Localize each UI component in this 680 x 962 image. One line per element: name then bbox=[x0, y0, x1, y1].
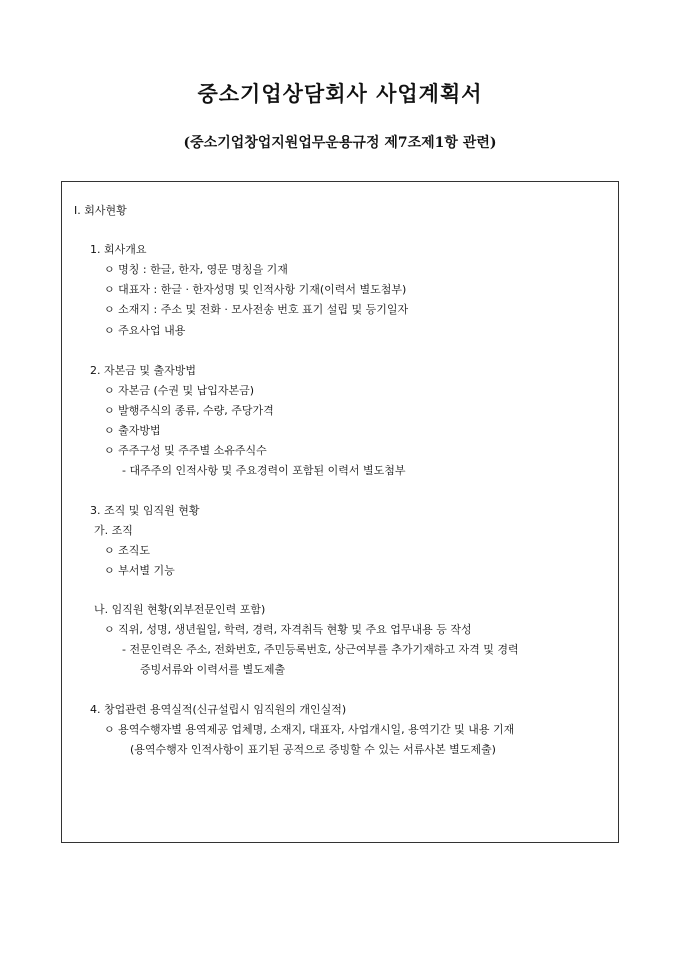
list-item: ㅇ 주요사업 내용 bbox=[104, 324, 186, 337]
subsection-a-heading: 가. 조직 bbox=[94, 524, 133, 537]
subsection-b-heading: 나. 임직원 현황(외부전문인력 포함) bbox=[94, 603, 266, 616]
section-3-heading: 3. 조직 및 임직원 현황 bbox=[90, 504, 200, 517]
list-item: ㅇ 대표자 : 한글 · 한자성명 및 인적사항 기재(이력서 별도첨부) bbox=[104, 283, 407, 296]
document-subtitle: (중소기업창업지원업무운용규정 제7조제1항 관련) bbox=[183, 135, 497, 151]
document-title: 중소기업상담회사 사업계획서 bbox=[197, 81, 483, 106]
sub-item: - 대주주의 인적사항 및 주요경력이 포함된 이력서 별도첨부 bbox=[122, 464, 406, 477]
list-item: ㅇ 용역수행자별 용역제공 업체명, 소재지, 대표자, 사업개시일, 용역기간 및 내용 기재 bbox=[104, 723, 515, 736]
list-item: ㅇ 발행주식의 종류, 수량, 주당가격 bbox=[104, 404, 274, 417]
list-item: ㅇ 소재지 : 주소 및 전화 · 모사전송 번호 표기 설립 및 등기일자 bbox=[104, 303, 409, 316]
section-heading-main: Ⅰ. 회사현황 bbox=[74, 204, 127, 217]
content-box bbox=[61, 181, 619, 843]
section-2-heading: 2. 자본금 및 출자방법 bbox=[90, 364, 196, 377]
sub-item-continued: 증빙서류와 이력서를 별도제출 bbox=[140, 663, 286, 676]
sub-item: - 전문인력은 주소, 전화번호, 주민등록번호, 상근여부를 추가기재하고 자격 및 경력 bbox=[122, 643, 519, 656]
list-item: ㅇ 조직도 bbox=[104, 544, 151, 557]
section-1-heading: 1. 회사개요 bbox=[90, 243, 147, 256]
list-item: ㅇ 자본금 (수권 및 납입자본금) bbox=[104, 384, 255, 397]
section-4-heading: 4. 창업관련 용역실적(신규설립시 임직원의 개인실적) bbox=[90, 703, 347, 716]
list-item: ㅇ 출자방법 bbox=[104, 424, 161, 437]
list-item: ㅇ 명칭 : 한글, 한자, 영문 명칭을 기재 bbox=[104, 263, 288, 276]
list-item: ㅇ 직위, 성명, 생년월일, 학력, 경력, 자격취득 현황 및 주요 업무내용 등 작성 bbox=[104, 623, 472, 636]
sub-item: (용역수행자 인적사항이 표기된 공적으로 증빙할 수 있는 서류사본 별도제출) bbox=[130, 743, 496, 756]
list-item: ㅇ 주주구성 및 주주별 소유주식수 bbox=[104, 444, 267, 457]
list-item: ㅇ 부서별 기능 bbox=[104, 564, 175, 577]
